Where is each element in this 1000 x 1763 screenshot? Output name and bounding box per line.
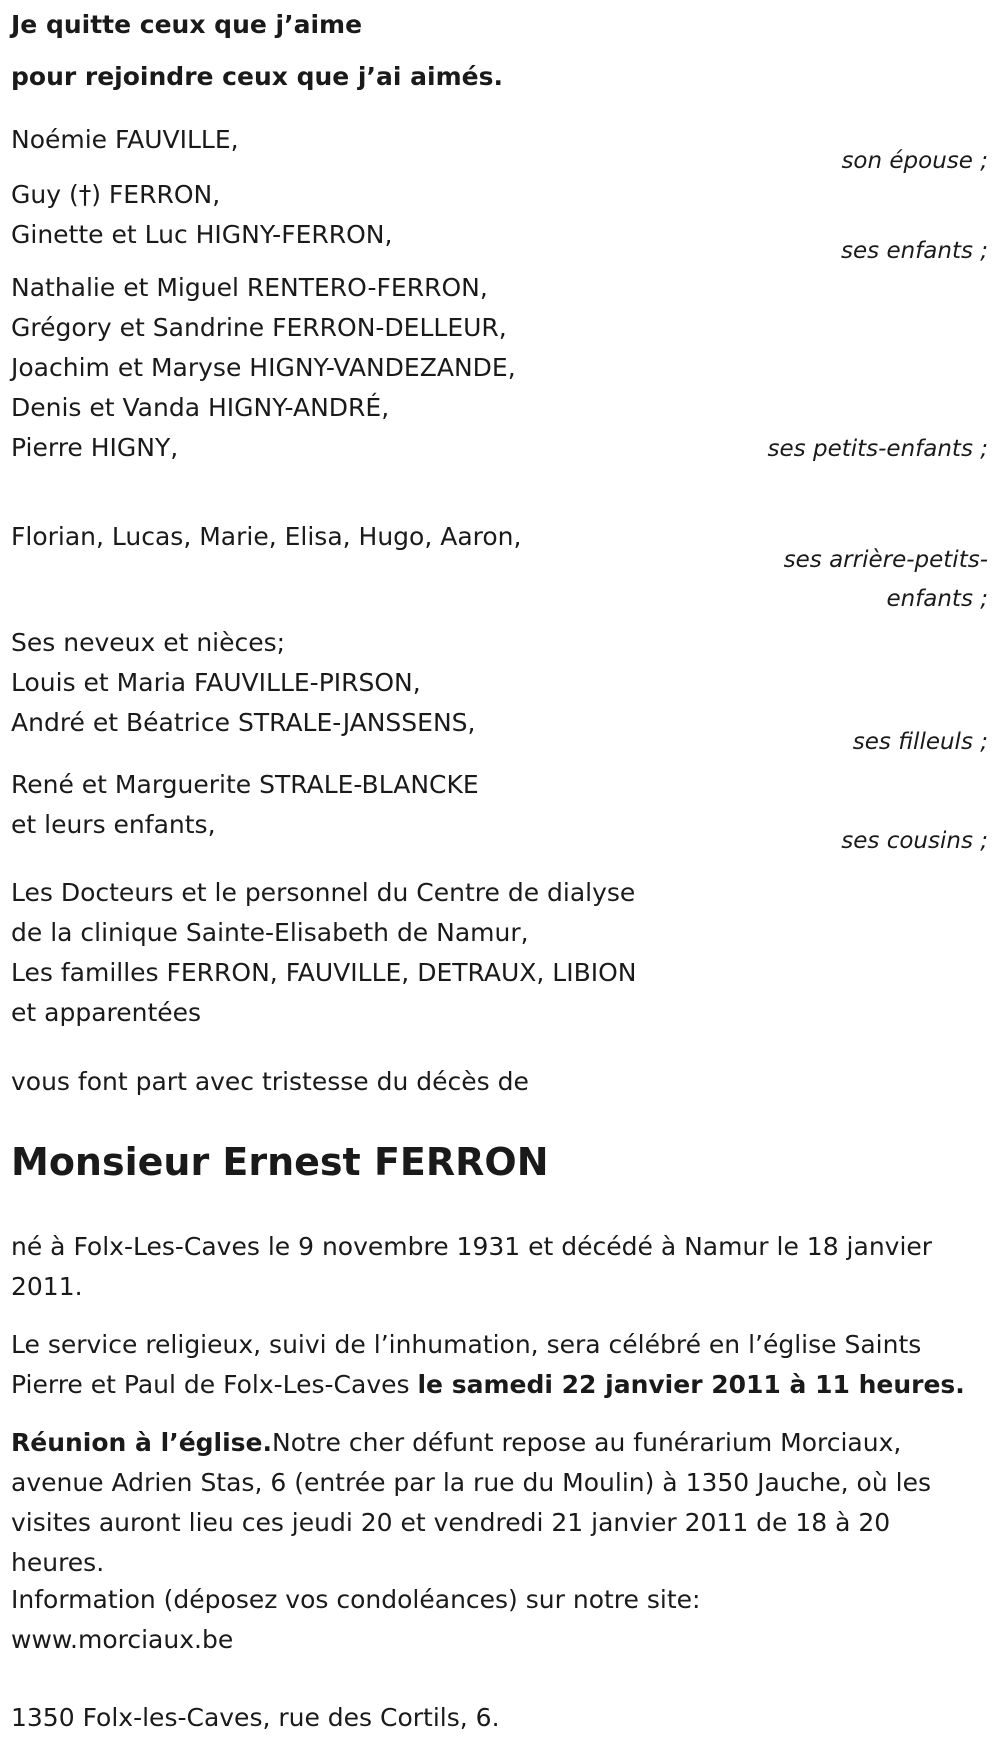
family-name: Louis et Maria FAUVILLE-PIRSON, — [11, 668, 421, 697]
epigraph — [11, 0, 503, 102]
deceased-name: Monsieur Ernest FERRON — [11, 1140, 549, 1184]
visitation-text: Notre cher défunt repose au funérarium Morciaux, avenue Adrien Stas, 6 (entrée par la rue du Moulin) à 1350 Jauche, où les visites auront lieu ces jeudi 20 et vendredi 21 janvier 2011 de 18 à 20 heures. — [11, 1428, 931, 1577]
funeral-service — [11, 1325, 991, 1405]
family-group-children — [11, 175, 991, 264]
website-info — [11, 1580, 991, 1660]
service-text: Le service religieux, suivi de l’inhumation, sera célébré en l’église Saints Pierre et Paul de Folx-Les-Caves — [11, 1330, 922, 1399]
mourner-line: et apparentées — [11, 998, 202, 1027]
family-name: Pierre HIGNY, — [11, 433, 179, 462]
epigraph-line-2: pour rejoindre ceux que j’ai aimés. — [11, 62, 503, 91]
family-name: Denis et Vanda HIGNY-ANDRÉ, — [11, 393, 390, 422]
family-name: André et Béatrice STRALE-JANSSENS, — [11, 708, 476, 737]
mourner-line: Les Docteurs et le personnel du Centre de dialyse — [11, 878, 636, 907]
family-name: Ses neveux et nièces; — [11, 628, 286, 657]
family-group-spouse — [11, 120, 991, 174]
mourner-line: de la clinique Sainte-Elisabeth de Namur, — [11, 918, 529, 947]
info-text: Information (déposez vos condoléances) sur notre site: — [11, 1585, 701, 1614]
family-name: René et Marguerite STRALE-BLANCKE — [11, 770, 479, 799]
website-link[interactable]: www.morciaux.be — [11, 1625, 234, 1654]
family-name: Grégory et Sandrine FERRON-DELLEUR, — [11, 313, 507, 342]
epigraph-line-1: Je quitte ceux que j’aime — [11, 10, 363, 39]
relationship-label: ses enfants ; — [841, 238, 988, 264]
family-group-cousins — [11, 765, 991, 854]
family-name: Joachim et Maryse HIGNY-VANDEZANDE, — [11, 353, 516, 382]
family-name: Guy (†) FERRON, — [11, 180, 221, 209]
reunion-label: Réunion à l’église. — [11, 1428, 273, 1457]
relationship-label-line-2: enfants ; — [886, 586, 988, 612]
relationship-label: son épouse ; — [841, 148, 988, 174]
family-name: Noémie FAUVILLE, — [11, 125, 239, 154]
relationship-label: ses cousins ; — [841, 828, 988, 854]
visitation-info — [11, 1423, 991, 1583]
family-name: Florian, Lucas, Marie, Elisa, Hugo, Aaron, — [11, 522, 522, 551]
relationship-label: ses filleuls ; — [852, 729, 988, 755]
family-name: Nathalie et Miguel RENTERO-FERRON, — [11, 273, 488, 302]
relationship-label: ses petits-enfants ; — [767, 436, 988, 462]
service-date: le samedi 22 janvier 2011 à 11 heures. — [417, 1370, 965, 1399]
mourner-line: Les familles FERRON, FAUVILLE, DETRAUX, LIBION — [11, 958, 637, 987]
other-mourners — [11, 873, 991, 1033]
family-group-grandchildren — [11, 268, 991, 468]
announcement: vous font part avec tristesse du décès de — [11, 1067, 529, 1096]
family-group-godchildren — [11, 623, 991, 755]
family-name: et leurs enfants, — [11, 810, 216, 839]
home-address: 1350 Folx-les-Caves, rue des Cortils, 6. — [11, 1703, 500, 1732]
family-name: Ginette et Luc HIGNY-FERRON, — [11, 220, 393, 249]
family-group-great-grandchildren — [11, 517, 991, 612]
relationship-label-line-1: ses arrière-petits- — [783, 547, 988, 573]
birth-death-dates: né à Folx-Les-Caves le 9 novembre 1931 et décédé à Namur le 18 janvier 2011. — [11, 1232, 933, 1301]
relationship-label — [728, 541, 988, 619]
